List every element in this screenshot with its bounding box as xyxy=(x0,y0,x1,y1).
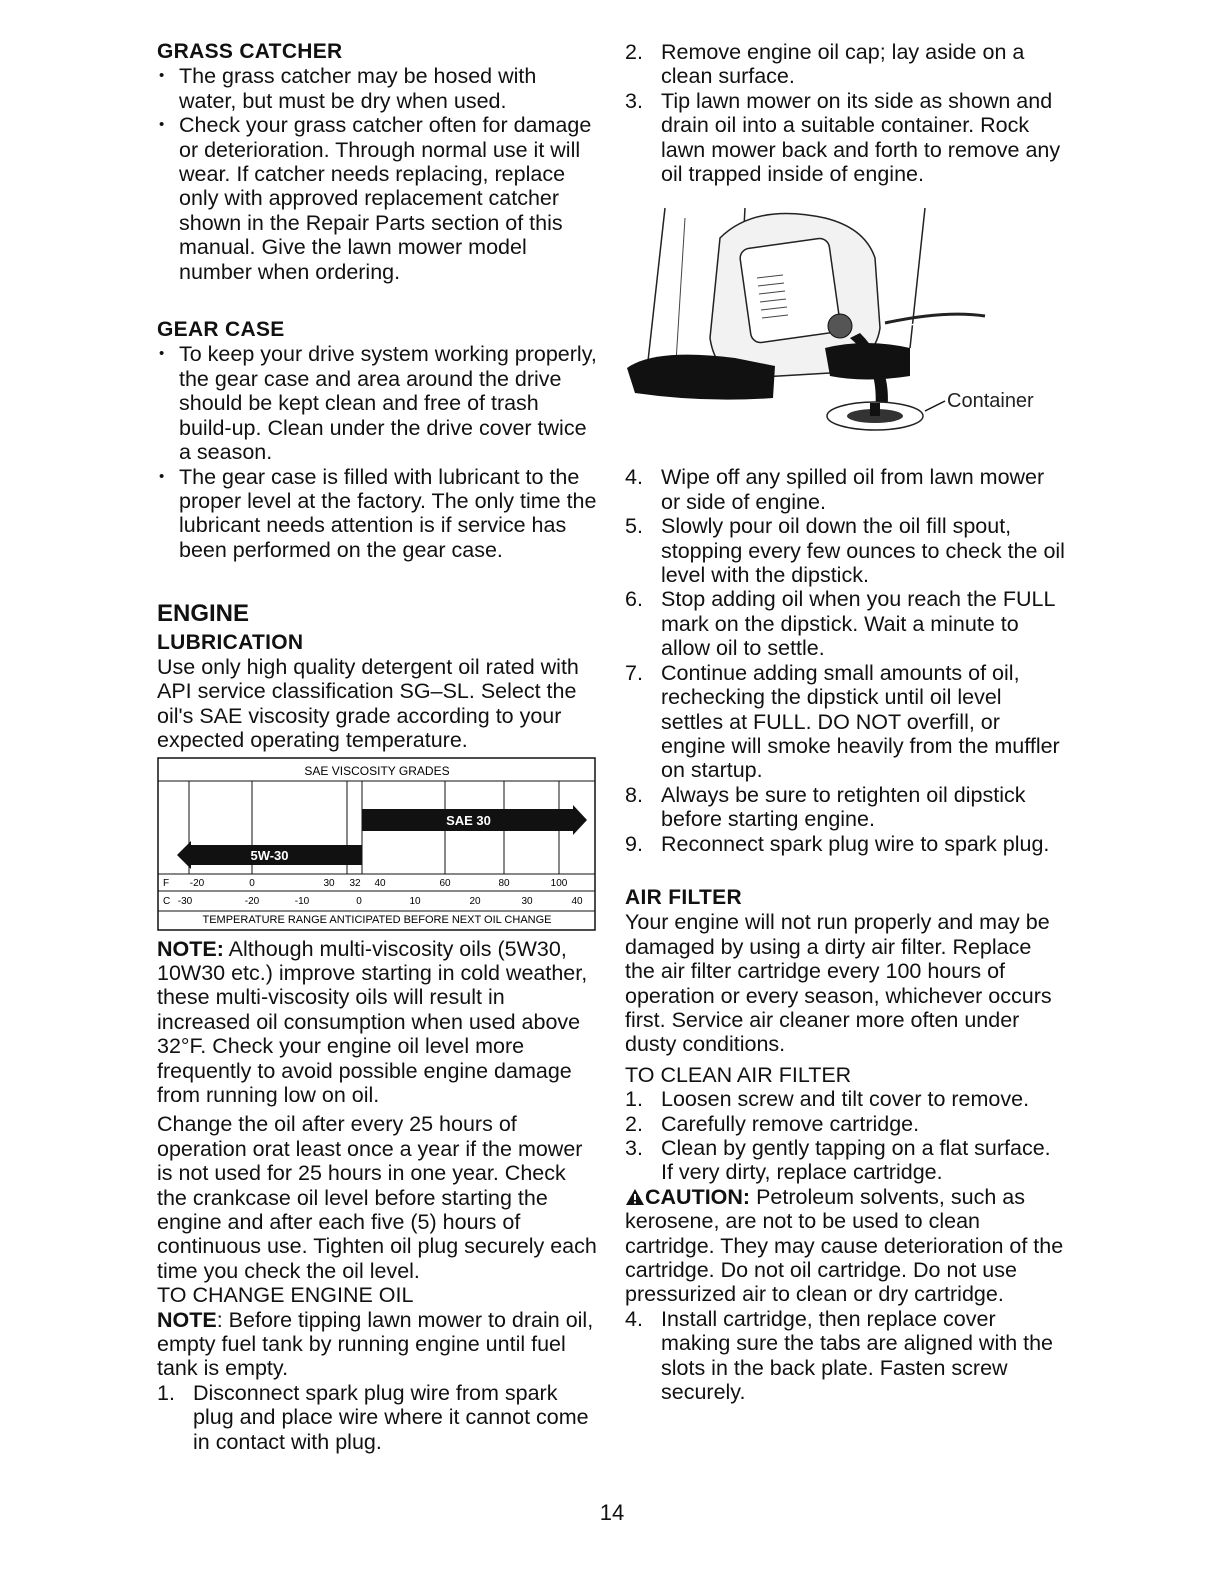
air-filter-heading: AIR FILTER xyxy=(625,885,742,909)
container-label: Container xyxy=(947,390,1034,413)
list-item xyxy=(625,1136,1065,1185)
f-tick-label: -20 xyxy=(189,877,205,889)
caution xyxy=(625,1185,1065,1307)
step-text: Remove engine oil cap; lay aside on a clean surface. xyxy=(661,40,1025,89)
air-filter-steps xyxy=(625,1087,1065,1185)
f-tick-label: 60 xyxy=(439,877,451,889)
air-filter-steps-cont xyxy=(625,1307,1065,1405)
page-number: 14 xyxy=(599,1500,625,1525)
step-number: 4. xyxy=(625,1306,643,1331)
to-change-heading: TO CHANGE ENGINE OIL xyxy=(157,1283,414,1308)
lubrication-text: Use only high quality detergent oil rated with API service classification SG–SL. Select the oil's SAE viscosity grade according to your expected operating temperature. xyxy=(157,654,579,753)
container-leader-line xyxy=(925,401,945,411)
list-item xyxy=(625,514,1065,587)
viscosity-bar-label: SAE 30 xyxy=(446,812,491,828)
warning-icon xyxy=(625,1188,645,1206)
c-tick-labels xyxy=(178,896,583,907)
step-text: Continue adding small amounts of oil, rechecking the dipstick until oil level settles at FULL. DO NOT overfill, or engine will smoke heavily from the muffler on startup. xyxy=(661,660,1060,783)
caution-label xyxy=(625,1185,750,1209)
chart-bars xyxy=(177,805,587,869)
viscosity-chart-svg xyxy=(157,757,597,931)
f-tick-label: 40 xyxy=(374,877,386,889)
c-tick-label: 30 xyxy=(521,895,533,907)
step-number: 9. xyxy=(625,831,643,856)
step-text: Reconnect spark plug wire to spark plug. xyxy=(661,831,1050,856)
list-item xyxy=(625,465,1065,514)
step-text: Clean by gently tapping on a flat surface. If very dirty, replace cartridge. xyxy=(661,1136,1051,1185)
grass-catcher-list xyxy=(157,64,597,284)
c-tick-label: 20 xyxy=(469,895,481,907)
list-item xyxy=(625,89,1065,187)
list-item: • To keep your drive system working properly, the gear case and area around the drive should be kept clean and free of trash build-up. Clean under the drive cover twice a season. xyxy=(157,342,597,464)
left-column xyxy=(157,40,597,1454)
list-item: • The grass catcher may be hosed with water, but must be dry when used. xyxy=(157,64,597,113)
step-number: 5. xyxy=(625,514,643,539)
list-item xyxy=(625,832,1065,856)
step-number: 2. xyxy=(625,40,643,64)
c-tick-label: 10 xyxy=(409,895,421,907)
list-item xyxy=(625,1087,1065,1111)
chart-footer: TEMPERATURE RANGE ANTICIPATED BEFORE NEXT OIL CHANGE xyxy=(202,913,552,926)
gear-case-heading: GEAR CASE xyxy=(157,318,285,342)
list-item xyxy=(625,587,1065,660)
step-text: Tip lawn mower on its side as shown and drain oil into a suitable container. Rock lawn mower back and forth to remove any oil trapped inside of engine. xyxy=(661,88,1061,187)
c-tick-label: -30 xyxy=(177,895,193,907)
air-filter-text: Your engine will not run properly and may be damaged by using a dirty air filter. Replace the air filter cartridge every 100 hours of operation or every season, whichever occurs first. Service air cleaner more often under dusty conditions. xyxy=(625,910,1052,1057)
step-text: Stop adding oil when you reach the FULL mark on the dipstick. Wait a minute to allow oil to settle. xyxy=(661,587,1055,661)
change-oil-text: Change the oil after every 25 hours of operation orat least once a year if the mower is not used for 25 hours in one year. Check the crankcase oil level before starting the engine and after each five (5) hours of continuous use. Tighten oil plug securely each time you check the oil level. xyxy=(157,1112,597,1283)
step-number: 2. xyxy=(625,1111,643,1136)
list-item xyxy=(625,40,1065,89)
step-text: Always be sure to retighten oil dipstick before starting engine. xyxy=(661,782,1026,832)
note2-label: NOTE xyxy=(157,1307,217,1332)
c-tick-label: 40 xyxy=(571,895,583,907)
lubrication-heading: LUBRICATION xyxy=(157,630,304,654)
list-item xyxy=(625,783,1065,832)
list-item xyxy=(625,661,1065,783)
step-number: 1. xyxy=(157,1380,175,1405)
list-item xyxy=(625,1307,1065,1405)
step-text: Disconnect spark plug wire from spark plug and place wire where it cannot come in contact with plug. xyxy=(193,1380,589,1454)
step-number: 6. xyxy=(625,587,643,612)
oil-steps-left xyxy=(157,1381,597,1454)
viscosity-chart xyxy=(157,757,597,931)
step-number: 1. xyxy=(625,1087,643,1112)
c-tick-label: -10 xyxy=(294,895,310,907)
note2-text: : Before tipping lawn mower to drain oil, empty fuel tank by running engine until fuel tank is empty. xyxy=(157,1307,594,1381)
mower-tipped-illustration xyxy=(625,198,1065,463)
caution-label-text: CAUTION: xyxy=(645,1184,751,1209)
f-tick-labels xyxy=(190,878,568,889)
f-tick-label: 32 xyxy=(349,877,361,889)
oil-steps-right-top xyxy=(625,40,1065,186)
step-text: Slowly pour oil down the oil fill spout, stopping every few ounces to check the oil level with the dipstick. xyxy=(661,514,1065,588)
step-text: Carefully remove cartridge. xyxy=(661,1111,920,1136)
oil-drain-illustration xyxy=(625,198,1065,463)
step-text: Wipe off any spilled oil from lawn mower or side of engine. xyxy=(661,465,1045,514)
right-column xyxy=(625,40,1065,1404)
step-number: 3. xyxy=(625,1136,643,1160)
caution-text: Petroleum solvents, such as kerosene, are not to be used to clean cartridge. They may cause deterioration of the cartridge. Do not oil cartridge. Do not use pressurized air to clean or dry cartridge. xyxy=(625,1184,1064,1307)
step-text: Install cartridge, then replace cover making sure the tabs are aligned with the slots in the back plate. Fasten screw securely. xyxy=(661,1306,1054,1405)
viscosity-bar-label: 5W-30 xyxy=(250,847,289,863)
gear-case-list xyxy=(157,342,597,562)
note1-text: Although multi-viscosity oils (5W30, 10W30 etc.) improve starting in cold weather, these multi-viscosity oils will result in increased oil consumption when used above 32°F. Check your engine oil level more frequently to avoid possible engine damage from running low on oil. xyxy=(157,936,588,1107)
note1-label: NOTE: xyxy=(157,936,224,961)
grass-catcher-heading: GRASS CATCHER xyxy=(157,40,343,63)
f-axis-label: F xyxy=(163,877,170,889)
c-axis-label: C xyxy=(163,895,171,907)
chart-title: SAE VISCOSITY GRADES xyxy=(304,763,450,778)
f-tick-label: 100 xyxy=(550,877,568,889)
f-tick-label: 0 xyxy=(249,877,255,889)
step-text: Loosen screw and tilt cover to remove. xyxy=(661,1087,1030,1112)
f-tick-label: 30 xyxy=(323,877,335,889)
c-tick-label: -20 xyxy=(244,895,260,907)
note1 xyxy=(157,937,597,1108)
list-item: • The gear case is filled with lubricant to the proper level at the factory. The only time the lubricant needs attention is if service has been performed on the gear case. xyxy=(157,465,597,563)
f-tick-label: 80 xyxy=(498,877,510,889)
list-item xyxy=(157,1381,597,1454)
to-clean-heading: TO CLEAN AIR FILTER xyxy=(625,1062,852,1087)
step-number: 8. xyxy=(625,782,643,807)
list-item xyxy=(625,1112,1065,1136)
step-number: 7. xyxy=(625,660,643,685)
c-tick-label: 0 xyxy=(356,895,362,907)
step-number: 3. xyxy=(625,88,643,113)
note2 xyxy=(157,1308,597,1381)
oil-steps-right xyxy=(625,465,1065,856)
engine-heading: ENGINE xyxy=(157,600,250,628)
step-number: 4. xyxy=(625,465,643,490)
list-item: • Check your grass catcher often for damage or deterioration. Through normal use it will wear. If catcher needs replacing, replace only with approved replacement catcher shown in the Repair Parts section of this manual. Give the lawn mower model number when ordering. xyxy=(157,113,597,284)
